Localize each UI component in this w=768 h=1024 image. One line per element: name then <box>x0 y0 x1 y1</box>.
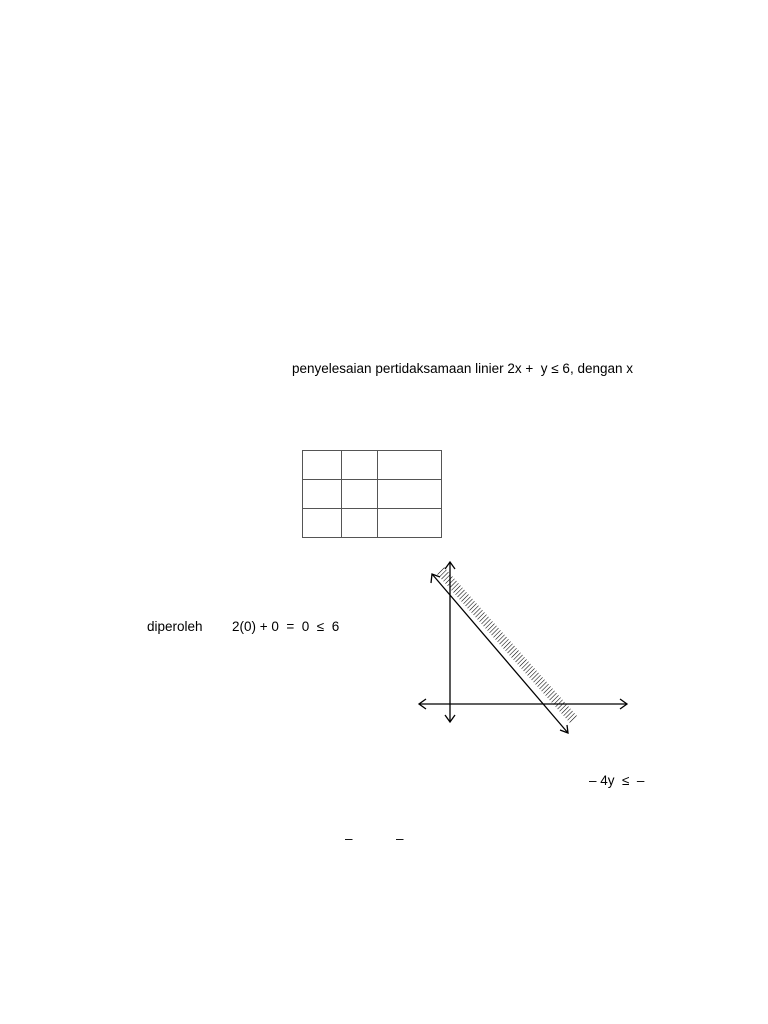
inequality-graph <box>410 555 640 745</box>
dash-mark: – <box>396 831 404 846</box>
table-row <box>303 509 442 538</box>
derived-label: diperoleh <box>147 619 203 634</box>
table-row <box>303 451 442 480</box>
table-cell <box>303 509 342 538</box>
inequality-fragment: – 4y ≤ – <box>589 773 645 788</box>
table-cell <box>378 451 442 480</box>
shaded-region <box>436 567 578 723</box>
table-cell <box>303 451 342 480</box>
boundary-line <box>431 574 568 733</box>
table-cell <box>342 509 378 538</box>
table-cell <box>303 480 342 509</box>
table-cell <box>342 451 378 480</box>
test-point-expression: 2(0) + 0 = 0 ≤ 6 <box>232 619 340 634</box>
dash-mark: – <box>345 831 353 846</box>
table-cell <box>378 480 442 509</box>
table-row <box>303 480 442 509</box>
table-cell <box>342 480 378 509</box>
inequality-statement: penyelesaian pertidaksamaan linier 2x + y ≤ 6, dengan x <box>292 361 633 376</box>
value-table <box>302 450 442 538</box>
table-cell <box>378 509 442 538</box>
